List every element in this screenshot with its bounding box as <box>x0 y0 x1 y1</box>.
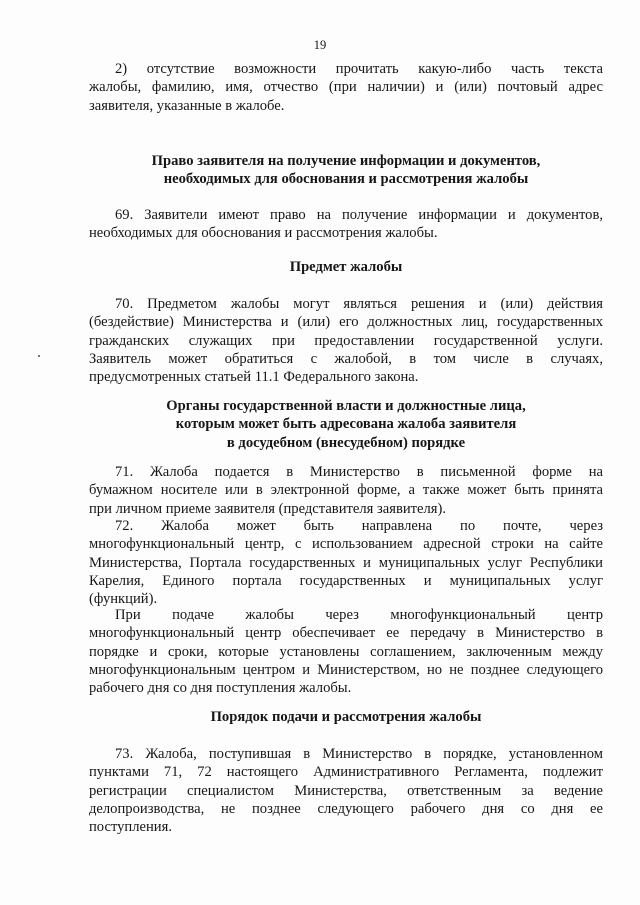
heading-right-to-information <box>89 152 603 189</box>
para-70-line-2: (бездействие) Министерства и (или) его должностных лиц, государственных <box>89 314 603 331</box>
para-71-line-3: при личном приеме заявителя (представителя заявителя). <box>89 500 447 517</box>
para-73-line-2: пунктами 71, 72 настоящего Административного Регламента, подлежит <box>89 764 603 781</box>
paragraph-72-continued <box>89 606 603 697</box>
para-73-line-1: 73. Жалоба, поступившая в Министерство в порядке, установленном <box>115 746 603 762</box>
paragraph-72 <box>89 517 603 608</box>
item-2-line-2: жалобы, фамилию, имя, отчество (при наличии) и (или) почтовый адрес <box>89 79 603 96</box>
paragraph-70 <box>89 295 603 386</box>
para-73-line-3: регистрации специалистом Министерства, ответственным за ведение <box>89 782 603 799</box>
heading-authorities <box>89 397 603 452</box>
para-72-line-4: Карелия, Единого портала государственных и муниципальных услуг <box>89 572 603 589</box>
heading-subject-of-complaint: Предмет жалобы <box>289 259 403 275</box>
para-72-line-5: (функций). <box>89 591 158 608</box>
para-70-line-1: 70. Предметом жалобы могут являться решения и (или) действия <box>115 296 603 312</box>
heading-3-line-2: которым может быть адресована жалоба заявителя <box>175 416 517 433</box>
heading-3-line-1: Органы государственной власти и должностные лица, <box>166 398 526 414</box>
para-69-line-1: 69. Заявители имеют право на получение информации и документов, <box>115 207 603 223</box>
paragraph-73 <box>89 745 603 836</box>
heading-filing-procedure: Порядок подачи и рассмотрения жалобы <box>210 709 482 725</box>
para-72b-line-5: рабочего дня со дня поступления жалобы. <box>89 680 352 697</box>
para-70-line-3: гражданских служащих при предоставлении государственной услуги. <box>89 332 603 349</box>
page-number: 19 <box>313 38 327 52</box>
heading-1-line-2: необходимых для обоснования и рассмотрения жалобы <box>163 171 529 188</box>
scan-speck <box>38 355 40 357</box>
para-72b-line-4: многофункциональным центром и Министерством, но не позднее следующего <box>89 661 603 678</box>
para-73-line-5: поступления. <box>89 819 172 836</box>
paragraph-71 <box>89 463 603 518</box>
para-72b-line-3: порядке и сроки, которые установлены соглашением, заключенным между <box>89 643 603 660</box>
para-72-line-3: Министерства, Портала государственных и муниципальных услуг Республики <box>89 554 603 571</box>
heading-3-line-3: в досудебном (внесудебном) порядке <box>226 434 466 451</box>
item-2-line-1: 2) отсутствие возможности прочитать какую-либо часть текста <box>115 61 603 77</box>
paragraph-69 <box>89 206 603 243</box>
para-72b-line-1: При подаче жалобы через многофункциональный центр <box>115 607 603 623</box>
para-72-line-1: 72. Жалоба может быть направлена по почте, через <box>115 518 603 534</box>
heading-1-line-1: Право заявителя на получение информации и документов, <box>151 153 541 169</box>
item-2-line-3: заявителя, указанные в жалобе. <box>89 97 285 114</box>
para-73-line-4: делопроизводства, не позднее следующего рабочего дня со дня ее <box>89 800 603 817</box>
para-71-line-2: бумажном носителе или в электронной форме, а также может быть принята <box>89 482 603 499</box>
item-2 <box>89 60 603 115</box>
para-70-line-5: предусмотренных статьей 11.1 Федерального закона. <box>89 369 419 386</box>
para-72b-line-2: многофункциональный центр обеспечивает ее передачу в Министерство в <box>89 625 603 642</box>
para-70-line-4: Заявитель может обратиться с жалобой, в том числе в случаях, <box>89 350 603 367</box>
para-71-line-1: 71. Жалоба подается в Министерство в письменной форме на <box>115 464 603 480</box>
para-72-line-2: многофункциональный центр, с использованием адресной строки на сайте <box>89 536 603 553</box>
para-69-line-2: необходимых для обоснования и рассмотрения жалобы. <box>89 225 438 242</box>
